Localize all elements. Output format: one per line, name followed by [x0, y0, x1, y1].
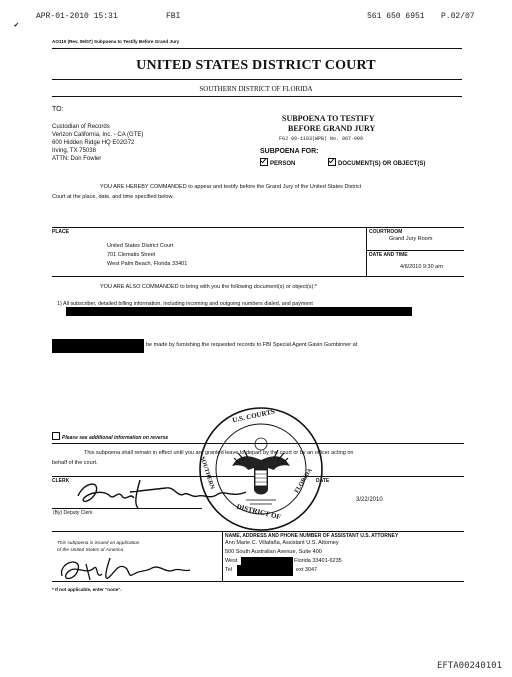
command-text-2: Court at the place, date, and time specified below.: [52, 194, 174, 200]
recipient-line: ATTN: Don Fowler: [52, 156, 102, 162]
attorney-city-prefix: West: [225, 558, 238, 564]
application-text-1: This subpoena is issued on application: [57, 541, 140, 546]
seal-text-left: SOUTHERN: [198, 456, 215, 490]
attorney-street: 500 South Australian Avenue, Suite 400: [225, 549, 322, 555]
form-id: AO110 (Rev. 06/07) Subpoena to Testify Before Grand Jury: [52, 39, 180, 44]
courtroom-value: Grand Jury Room: [389, 236, 433, 242]
item-1: 1) All subscriber, detailed billing information, including incoming and outgoing numbers dialed, and payment: [57, 301, 313, 307]
to-label: TO:: [52, 106, 64, 113]
clerk-label: CLERK: [52, 478, 70, 484]
documents-checkbox-icon[interactable]: [328, 158, 336, 166]
attorney-signature: [56, 554, 196, 584]
place-label: PLACE: [52, 229, 69, 235]
fax-sender: FBI: [166, 12, 181, 21]
compliance-text: be made by furnishing the requested records to FBI Special Agent Gavin Gumbinner at: [146, 342, 358, 348]
seal-text-top: U.S. COURTS: [231, 407, 276, 425]
person-option: PERSON: [260, 158, 295, 168]
courtroom-label: COURTROOM: [369, 229, 403, 235]
documents-option: DOCUMENT(S) OR OBJECT(S): [328, 158, 425, 168]
redaction-bar: [237, 565, 293, 576]
court-title: UNITED STATES DISTRICT COURT: [136, 58, 376, 73]
subpoena-title-2: BEFORE GRAND JURY: [288, 124, 376, 133]
seal-text-bottom: DISTRICT OF: [235, 502, 282, 522]
attorney-label: NAME, ADDRESS AND PHONE NUMBER OF ASSISTANT U.S. ATTORNEY: [225, 533, 399, 539]
recipient-line: Custodian of Records: [52, 124, 110, 130]
additional-info-checkbox-icon[interactable]: [52, 432, 60, 440]
additional-info: Please see additional information on reverse: [52, 432, 168, 441]
court-district: SOUTHERN DISTRICT OF FLORIDA: [199, 85, 313, 93]
document-id: EFTA00240101: [437, 661, 503, 671]
footnote: * If not applicable, enter "none".: [52, 587, 122, 592]
date-time-value: 4/6/2010 9:30 am: [400, 264, 443, 270]
redaction-bar: [66, 307, 412, 316]
remain-text-2: behalf of the court.: [52, 460, 98, 466]
seal-text-right: FLORIDA: [293, 467, 314, 495]
deputy-clerk-label: (By) Deputy Clerk: [53, 510, 93, 516]
recipient-line: 600 Hidden Ridge HQ E02G72: [52, 140, 135, 146]
place-line: United States District Court: [107, 243, 174, 249]
attorney-tel-prefix: Tel: [225, 567, 233, 573]
place-line: 701 Clematis Street: [107, 252, 156, 258]
recipient-line: Verizon California, Inc. - CA (GTE): [52, 132, 144, 138]
subpoena-for-label: SUBPOENA FOR:: [260, 148, 319, 155]
recipient-line: Irving, TX 75038: [52, 148, 96, 154]
subpoena-number: FGJ 08-1103(WPB) No. 067-009: [279, 136, 364, 142]
redaction-bar: [241, 557, 293, 565]
remain-text-1: This subpoena shall remain in effect until you are granted leave to depart by the court or by an officer acting on: [84, 450, 354, 456]
subpoena-title-1: SUBPOENA TO TESTIFY: [282, 114, 375, 123]
attorney-city: Florida 33401-6235: [294, 558, 342, 564]
application-text-2: of the United States of America: [57, 548, 124, 553]
fax-page: P.02/07: [441, 12, 475, 21]
fax-phone: 561 650 6951: [367, 12, 425, 21]
fax-date-time: APR-01-2010 15:31: [36, 12, 118, 21]
place-line: West Palm Beach, Florida 33401: [107, 261, 188, 267]
command-text-1: YOU ARE HEREBY COMMANDED to appear and testify before the Grand Jury of the United States District: [100, 184, 362, 190]
clerk-date-label: DATE: [316, 478, 330, 484]
clerk-date-value: 3/22/2010: [356, 497, 383, 503]
redaction-bar: [52, 339, 144, 353]
attorney-tel: ext 3047: [296, 567, 318, 573]
fax-mark: ✔: [14, 21, 19, 30]
also-commanded: YOU ARE ALSO COMMANDED to bring with you the following document(s) or object(s):*: [100, 284, 318, 290]
date-time-label: DATE AND TIME: [369, 252, 408, 258]
person-checkbox-icon[interactable]: [260, 158, 268, 166]
attorney-name: Ann Marie C. Villafaña, Assistant U.S. Attorney: [225, 540, 339, 546]
